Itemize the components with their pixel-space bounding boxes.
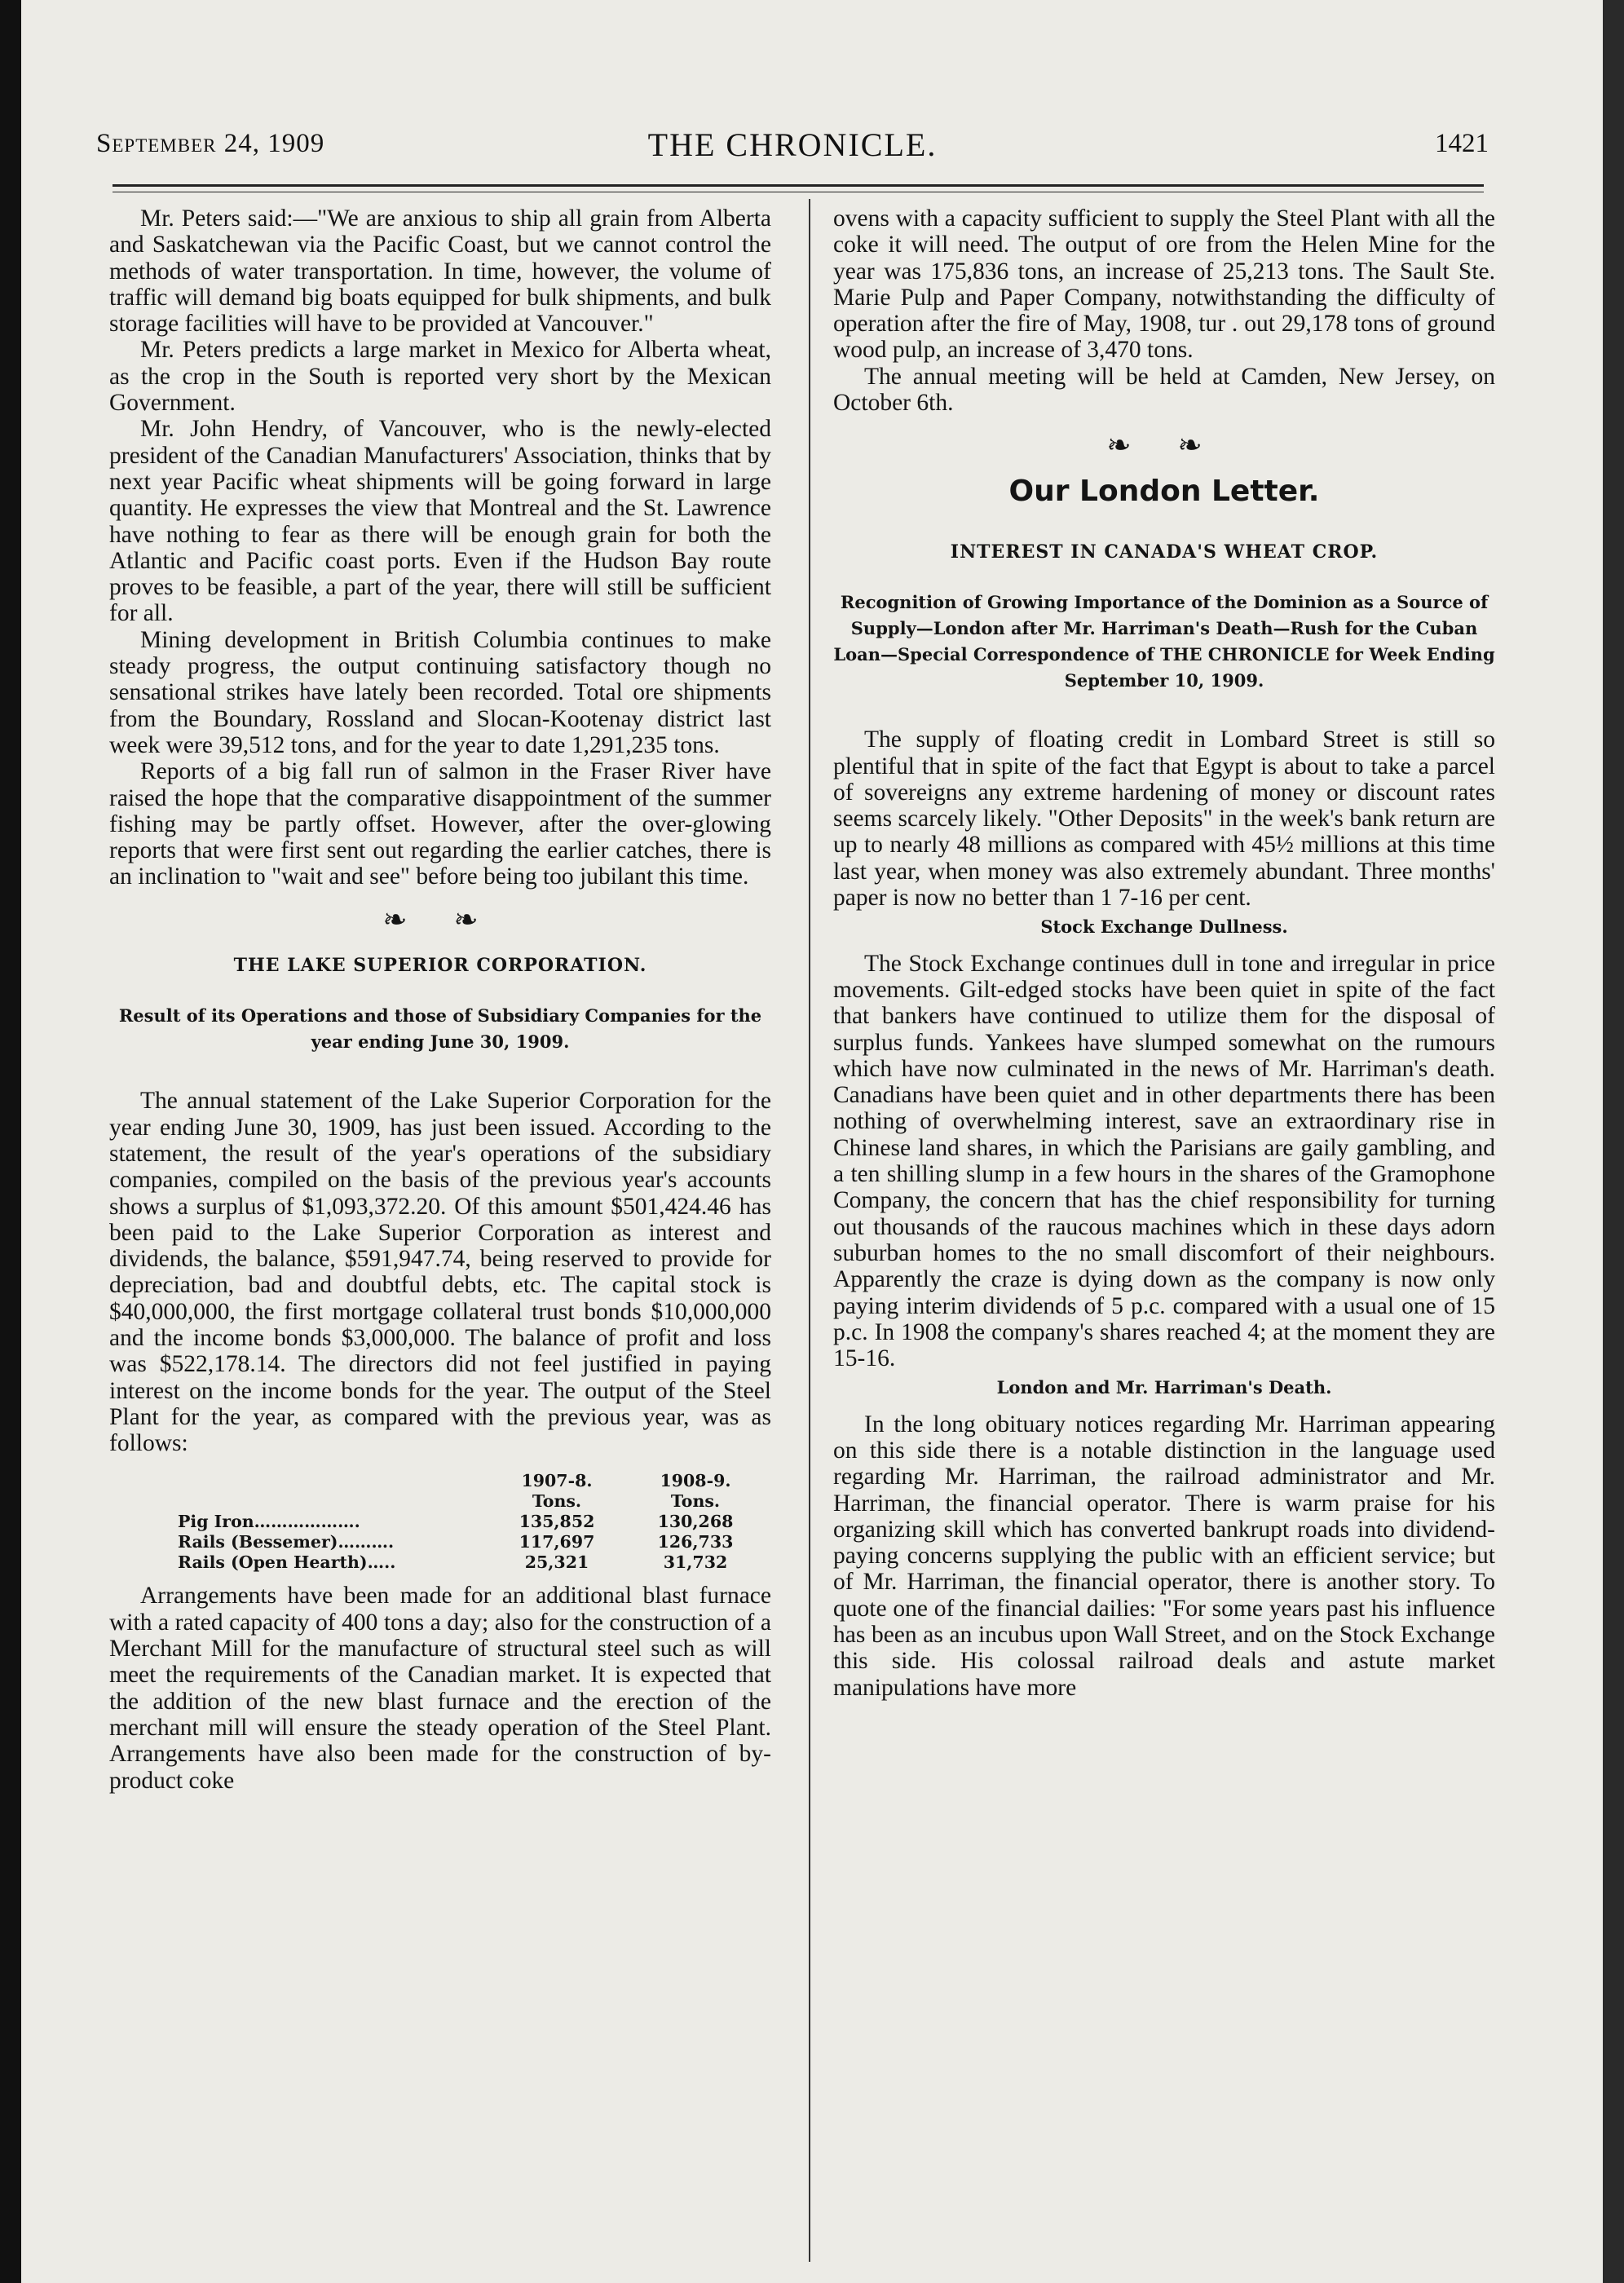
scan-left-edge [0,0,21,2283]
section-ornament: ❧ ❧ [382,903,498,936]
paragraph-continuation: ovens with a capacity sufficient to supply the Steel Plant with all the coke it will need. The output of ore from the Helen Mine for the year was 175,836 tons, an increase of 25,213 tons. The Sault Ste. Marie Pulp and Paper Company, notwithstanding the difficulty of operation after the fire of May, 1908, tur . out 29,178 tons of ground wood pulp, an increase of 3,470 tons. [833,205,1495,364]
newspaper-page [21,0,1603,2283]
row-value: 31,732 [663,1552,728,1573]
column-year: 1907-8. [521,1471,593,1491]
column-unit: Tons. [670,1491,721,1512]
paragraph-salmon: Reports of a big fall run of salmon in the Fraser River have raised the hope that the comparative disappointment of the summer fishing may be partly offset. However, after the over-glowing reports that were first sent out regarding the earlier catches, there is an inclination to "wait and see" before being too jubilant this time. [109,758,771,890]
paragraph-lombard-street: The supply of floating credit in Lombard Street is still so plentiful that in spite of the fact that Egypt is about to take a parcel of sovereigns any extreme hardening of money or discount rates seems scarcely likely. "Other Deposits" in the week's bank return are up to nearly 48 millions as compared with 45½ millions at this time last year, when money was also extremely abundant. Three months' paper is now no better than 1 7-16 per cent. [833,726,1495,912]
header-rule-thick [113,184,1484,187]
row-value: 126,733 [657,1532,734,1552]
left-column [109,205,771,1794]
row-label: Rails (Open Hearth)….. [178,1552,396,1573]
paragraph-stock-exchange: The Stock Exchange continues dull in tone and irregular in price movements. Gilt-edged stocks have been quiet in spite of the fact that bankers have continued to utilize them for the disposal of surplus funds. Yankees have slumped somewhat on the rumours which have now culminated in the news of Mr. Harriman's death. Canadians have been quiet and in other departments there has been nothing of overwhelming interest, save an extraordinary rise in Chinese land shares, in which the Parisians are gaily gambling, and a ten shilling slump in a few hours in the shares of the Gramophone Company, the concern that has the chief responsibility for turning out thousands of the raucous machines which in these days adorn suburban homes to the no small discomfort of their neighbours. Apparently the craze is dying down as the company is now only paying interim dividends of 5 p.c. compared with a usual one of 15 p.c. In 1908 the company's shares reached 4; at the moment they are 15-16. [833,950,1495,1372]
column-unit: Tons. [532,1491,582,1512]
table-header-units [178,1491,765,1512]
scan-right-edge [1603,0,1624,2283]
column-year: 1908-9. [660,1471,731,1491]
row-label: Rails (Bessemer)………. [178,1532,395,1552]
paragraph-annual-statement: The annual statement of the Lake Superior Corporation for the year ending June 30, 1909, has just been issued. According to the statement, the result of the year's operations of the subsidiary companies, compiled on the basis of the previous year's accounts shows a surplus of $1,093,372.20. Of this amount $501,424.46 has been paid to the Lake Superior Corporation as interest and dividends, the balance, $591,947.74, being reserved to provide for depreciation, bad and doubtful debts, etc. The capital stock is $40,000,000, the first mortgage collateral trust bonds $10,000,000 and the income bonds $3,000,000. The balance of profit and loss was $522,178.14. The directors did not feel justified in paying interest on the income bonds for the year. The output of the Steel Plant for the year, as compared with the previous year, was as follows: [109,1088,771,1457]
issue-date: September 24, 1909 [96,129,325,158]
letter-title: Our London Letter. [1008,474,1320,508]
section-ornament: ❧ ❧ [1106,429,1222,462]
paragraph-arrangements: Arrangements have been made for an additional blast furnace with a rated capacity of 400 tons a day; also for the construction of a Merchant Mill for the manufacture of structural steel such as will meet the requirements of the Canadian market. It is expected that the addition of the new blast furnace and the erection of the merchant mill will ensure the steady operation of the Steel Plant. Arrangements have also been made for the construction of by-product coke [109,1583,771,1794]
steel-output-table [178,1471,765,1573]
row-value: 117,697 [519,1532,595,1552]
table-row [178,1512,765,1532]
table-row [178,1552,765,1573]
table-row [178,1532,765,1552]
paragraph-annual-meeting: The annual meeting will be held at Camden, New Jersey, on October 6th. [833,363,1495,417]
row-value: 135,852 [519,1512,595,1532]
subhead-stock-exchange: Stock Exchange Dullness. [1040,916,1288,938]
paragraph-harriman: In the long obituary notices regarding Mr. Harriman appearing on this side there is a notable distinction in the language used regarding Mr. Harriman, the railroad administrator and Mr. Harriman, the financial operator. There is warm praise for his organizing skill which has converted bankrupt roads into dividend-paying concerns supplying the public with an efficient service; but of Mr. Harriman, the financial operator, there is another story. To quote one of the financial dailies: "For some years past his influence has been as an incubus upon Wall Street, and on the Stock Exchange this side. His colossal railroad deals and astute market manipulations have more [833,1411,1495,1701]
letter-heading: INTEREST IN CANADA'S WHEAT CROP. [950,541,1379,563]
letter-subheading: Recognition of Growing Importance of the Dominion as a Source of Supply—London after Mr. Harriman's Death—Rush for the Cuban Loan—Special Correspondence of THE CHRONICLE for Week Ending September 10, 1909. [833,592,1495,691]
right-column [833,205,1495,1701]
page-number: 1421 [1435,129,1489,158]
section-heading-lake-superior: THE LAKE SUPERIOR CORPORATION. [233,955,647,977]
paragraph-hendry: Mr. John Hendry, of Vancouver, who is the newly-elected president of the Canadian Manufacturers' Association, thinks that by next year Pacific wheat shipments will be going forward in large quantity. He expresses the view that Montreal and the St. Lawrence have nothing to fear as there will be enough grain for both the Atlantic and Pacific coast ports. Even if the Hudson Bay route proves to be feasible, a part of the year, there will still be sufficient for all. [109,416,771,627]
column-divider [809,199,810,2262]
table-header-years [178,1471,765,1491]
row-value: 130,268 [657,1512,734,1532]
page-header [96,126,1489,178]
paragraph-mining: Mining development in British Columbia continues to make steady progress, the output continuing satisfactory though no sensational strikes have lately been recorded. Total ore shipments from the Boundary, Rossland and Slocan-Kootenay district last week were 39,512 tons, and for the year to date 1,291,235 tons. [109,626,771,758]
row-label: Pig Iron………………. [178,1512,360,1532]
paragraph-peters-quote: Mr. Peters said:—"We are anxious to ship all grain from Alberta and Saskatchewan via the Pacific Coast, but we cannot control the methods of water transportation. In time, however, the volume of traffic will demand big boats equipped for bulk shipments, and bulk storage facilities will have to be provided at Vancouver." [109,205,771,338]
paragraph-mexico-market: Mr. Peters predicts a large market in Mexico for Alberta wheat, as the crop in the South is reported very short by the Mexican Government. [109,337,771,417]
subhead-harriman: London and Mr. Harriman's Death. [996,1377,1332,1398]
publication-title: THE CHRONICLE. [647,126,938,163]
section-subheading-lake-superior: Result of its Operations and those of Subsidiary Companies for the year ending June 30, 1909. [118,1005,762,1053]
row-value: 25,321 [524,1552,589,1573]
